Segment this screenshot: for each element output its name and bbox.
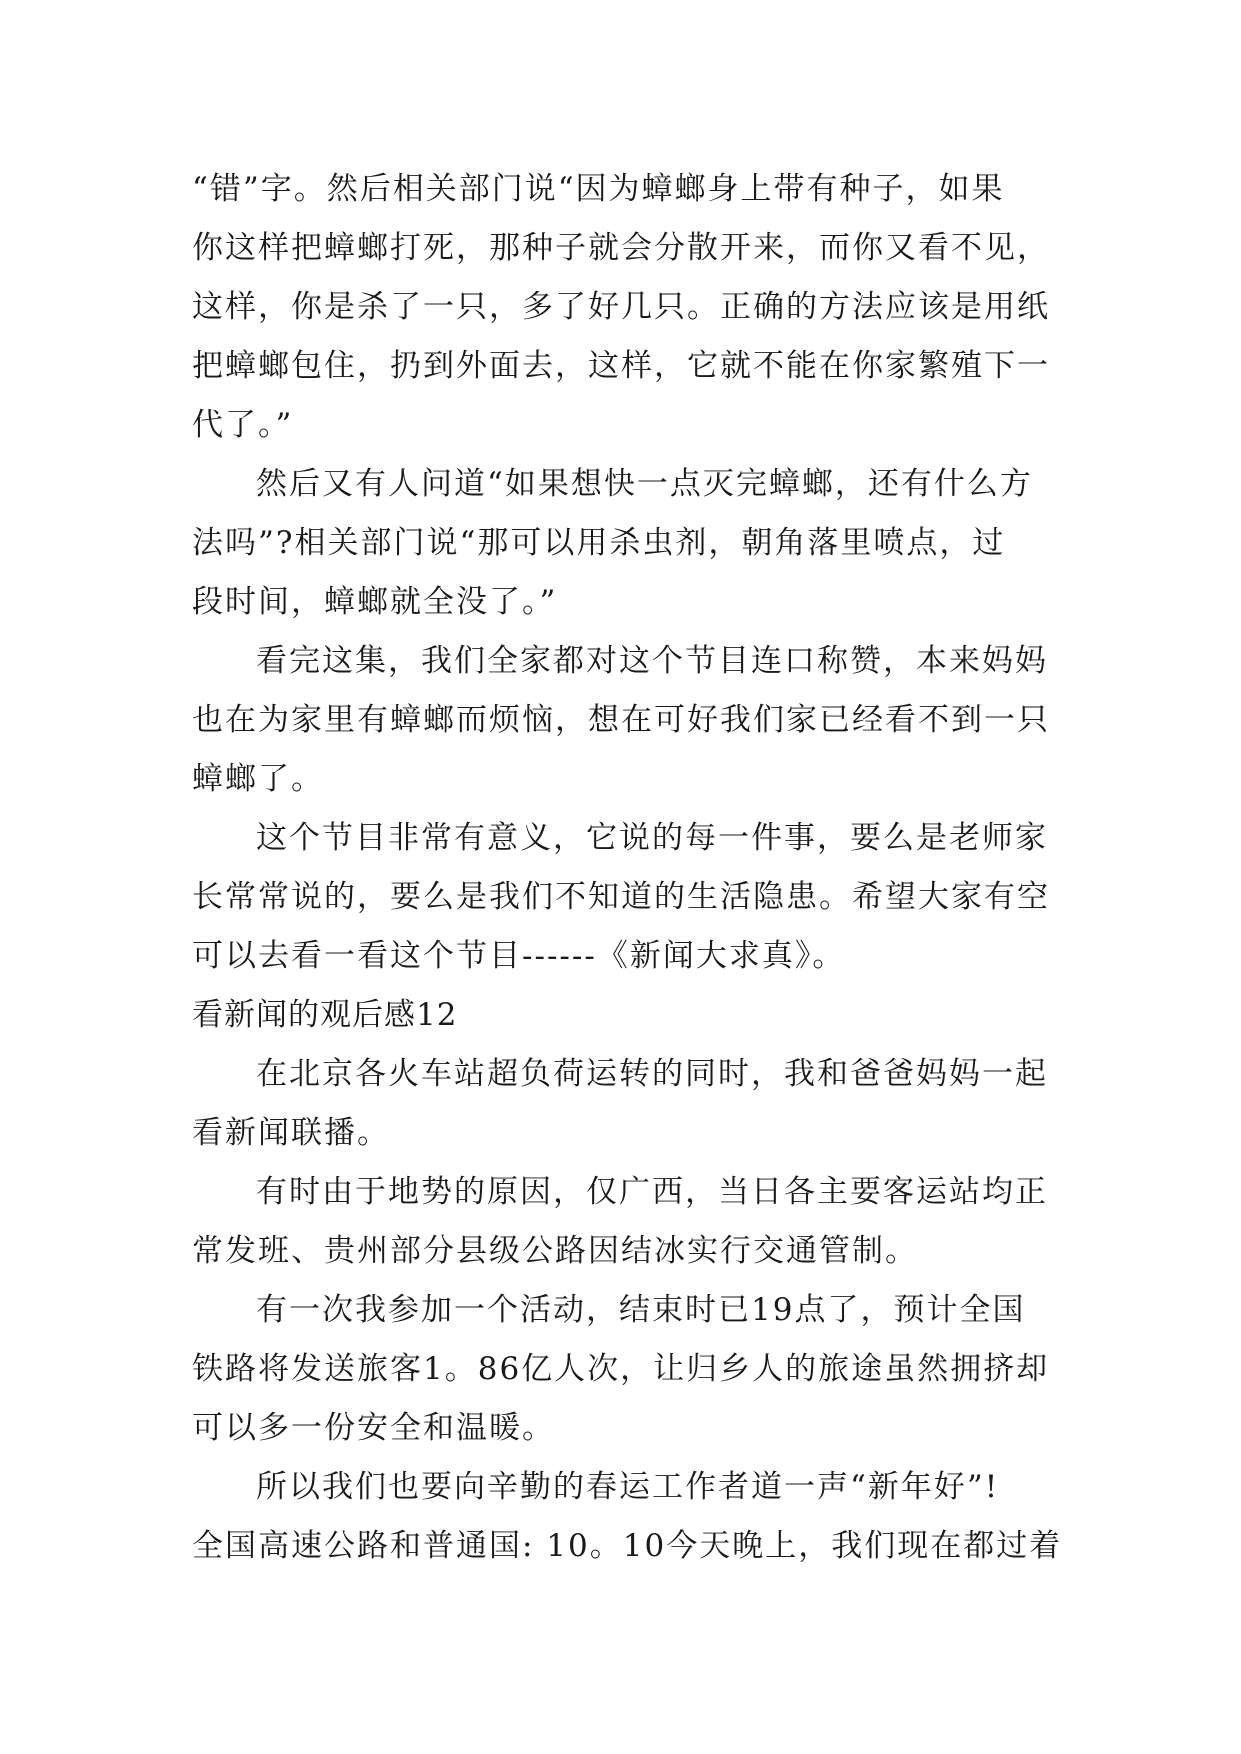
text-line: 蟑螂了。 (192, 761, 324, 797)
text-line: 这样，你是杀了一只，多了好几只。正确的方法应该是用纸 (192, 289, 1050, 325)
text-line: 所以我们也要向辛勤的春运工作者道一声“新年好”! (256, 1469, 1000, 1505)
text-line: 全国高速公路和普通国: 10。10今天晚上，我们现在都过着 (192, 1528, 1063, 1564)
text-line: 看新闻联播。 (192, 1115, 390, 1151)
paragraph-continuation (192, 160, 1062, 455)
text-line: 长常常说的，要么是我们不知道的生活隐患。希望大家有空 (192, 879, 1050, 915)
text-line: 你这样把蟑螂打死，那种子就会分散开来，而你又看不见， (192, 230, 1050, 266)
text-line: 铁路将发送旅客1。86亿人次，让归乡人的旅途虽然拥挤却 (192, 1351, 1050, 1387)
paragraph-4 (192, 809, 1062, 986)
paragraph-8 (192, 1458, 1062, 1576)
text-line: 然后又有人问道“如果想快一点灭完蟑螂，还有什么方 (256, 466, 1033, 502)
document-body (192, 160, 1062, 1576)
paragraph-7 (192, 1281, 1062, 1458)
paragraph-6 (192, 1163, 1062, 1281)
text-line: 看完这集，我们全家都对这个节目连口称赞，本来妈妈 (256, 643, 1048, 679)
text-line: 这个节目非常有意义，它说的每一件事，要么是老师家 (256, 820, 1048, 856)
paragraph-5 (192, 1045, 1062, 1163)
text-line: 可以多一份安全和温暖。 (192, 1410, 555, 1446)
text-line: 常发班、贵州部分县级公路因结冰实行交通管制。 (192, 1233, 918, 1269)
section-heading: 看新闻的观后感12 (192, 997, 458, 1033)
text-line: 法吗”?相关部门说“那可以用杀虫剂，朝角落里喷点，过 (192, 525, 1006, 561)
text-line: 可以去看一看这个节目------《新闻大求真》。 (192, 938, 846, 974)
text-line: “错”字。然后相关部门说“因为蟑螂身上带有种子，如果 (192, 171, 1005, 207)
text-line: 代了。” (192, 407, 294, 443)
paragraph-2 (192, 455, 1062, 632)
text-line: 把蟑螂包住，扔到外面去，这样，它就不能在你家繁殖下一 (192, 348, 1050, 384)
text-line: 段时间，蟑螂就全没了。” (192, 584, 558, 620)
text-line: 有时由于地势的原因，仅广西，当日各主要客运站均正 (256, 1174, 1048, 1210)
paragraph-3 (192, 632, 1062, 809)
text-line: 有一次我参加一个活动，结束时已19点了，预计全国 (256, 1292, 1026, 1328)
text-line: 在北京各火车站超负荷运转的同时，我和爸爸妈妈一起 (256, 1056, 1048, 1092)
text-line: 也在为家里有蟑螂而烦恼，想在可好我们家已经看不到一只 (192, 702, 1050, 738)
